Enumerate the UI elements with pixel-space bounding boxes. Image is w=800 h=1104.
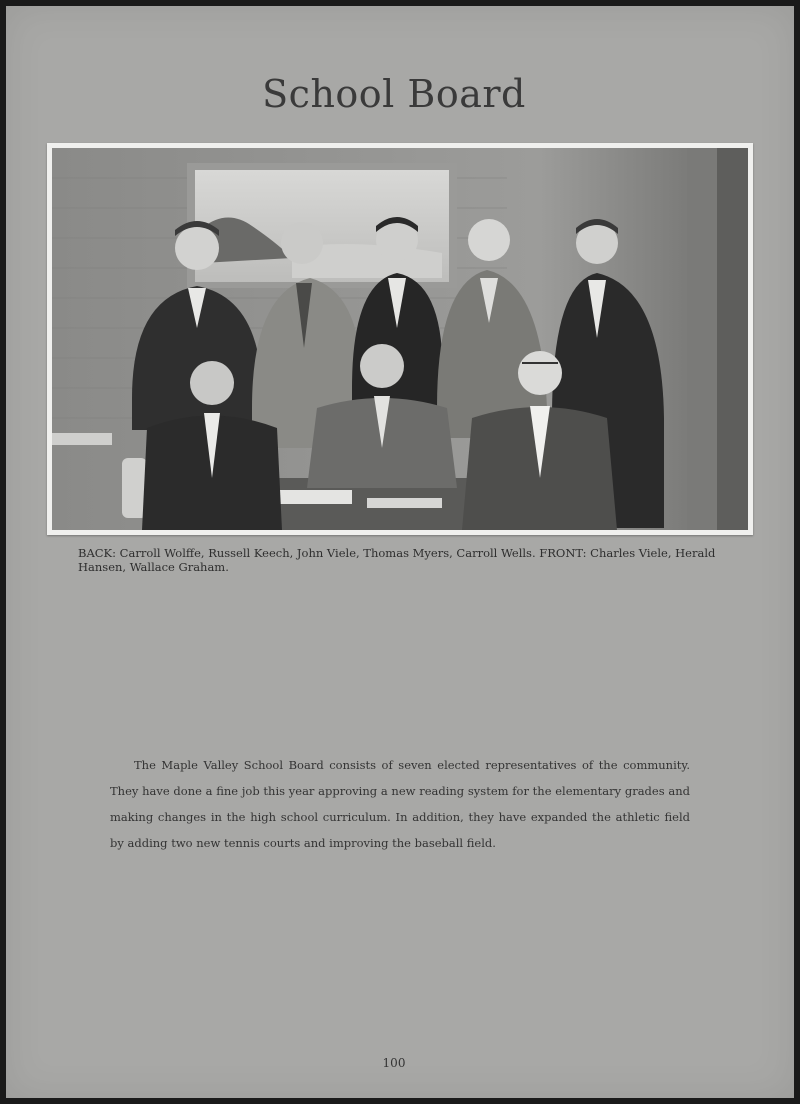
- group-photo: [52, 148, 748, 530]
- body-paragraph: [110, 752, 690, 856]
- page-title: School Board: [262, 72, 526, 116]
- body-text: The Maple Valley School Board consists of seven elected representatives of the community. They have done a fine job this year approving a new reading system for the elementary grades and making changes in the high school curriculum. In addition, they have expanded the athletic field by adding two new tennis courts and improving the baseball field.: [110, 758, 690, 850]
- photo-caption: BACK: Carroll Wolffe, Russell Keech, John Viele, Thomas Myers, Carroll Wells. FRONT: Charles Viele, Herald Hansen, Wallace Graham.: [78, 546, 716, 574]
- page-number: 100: [382, 1056, 406, 1070]
- group-photo-frame: [47, 143, 753, 535]
